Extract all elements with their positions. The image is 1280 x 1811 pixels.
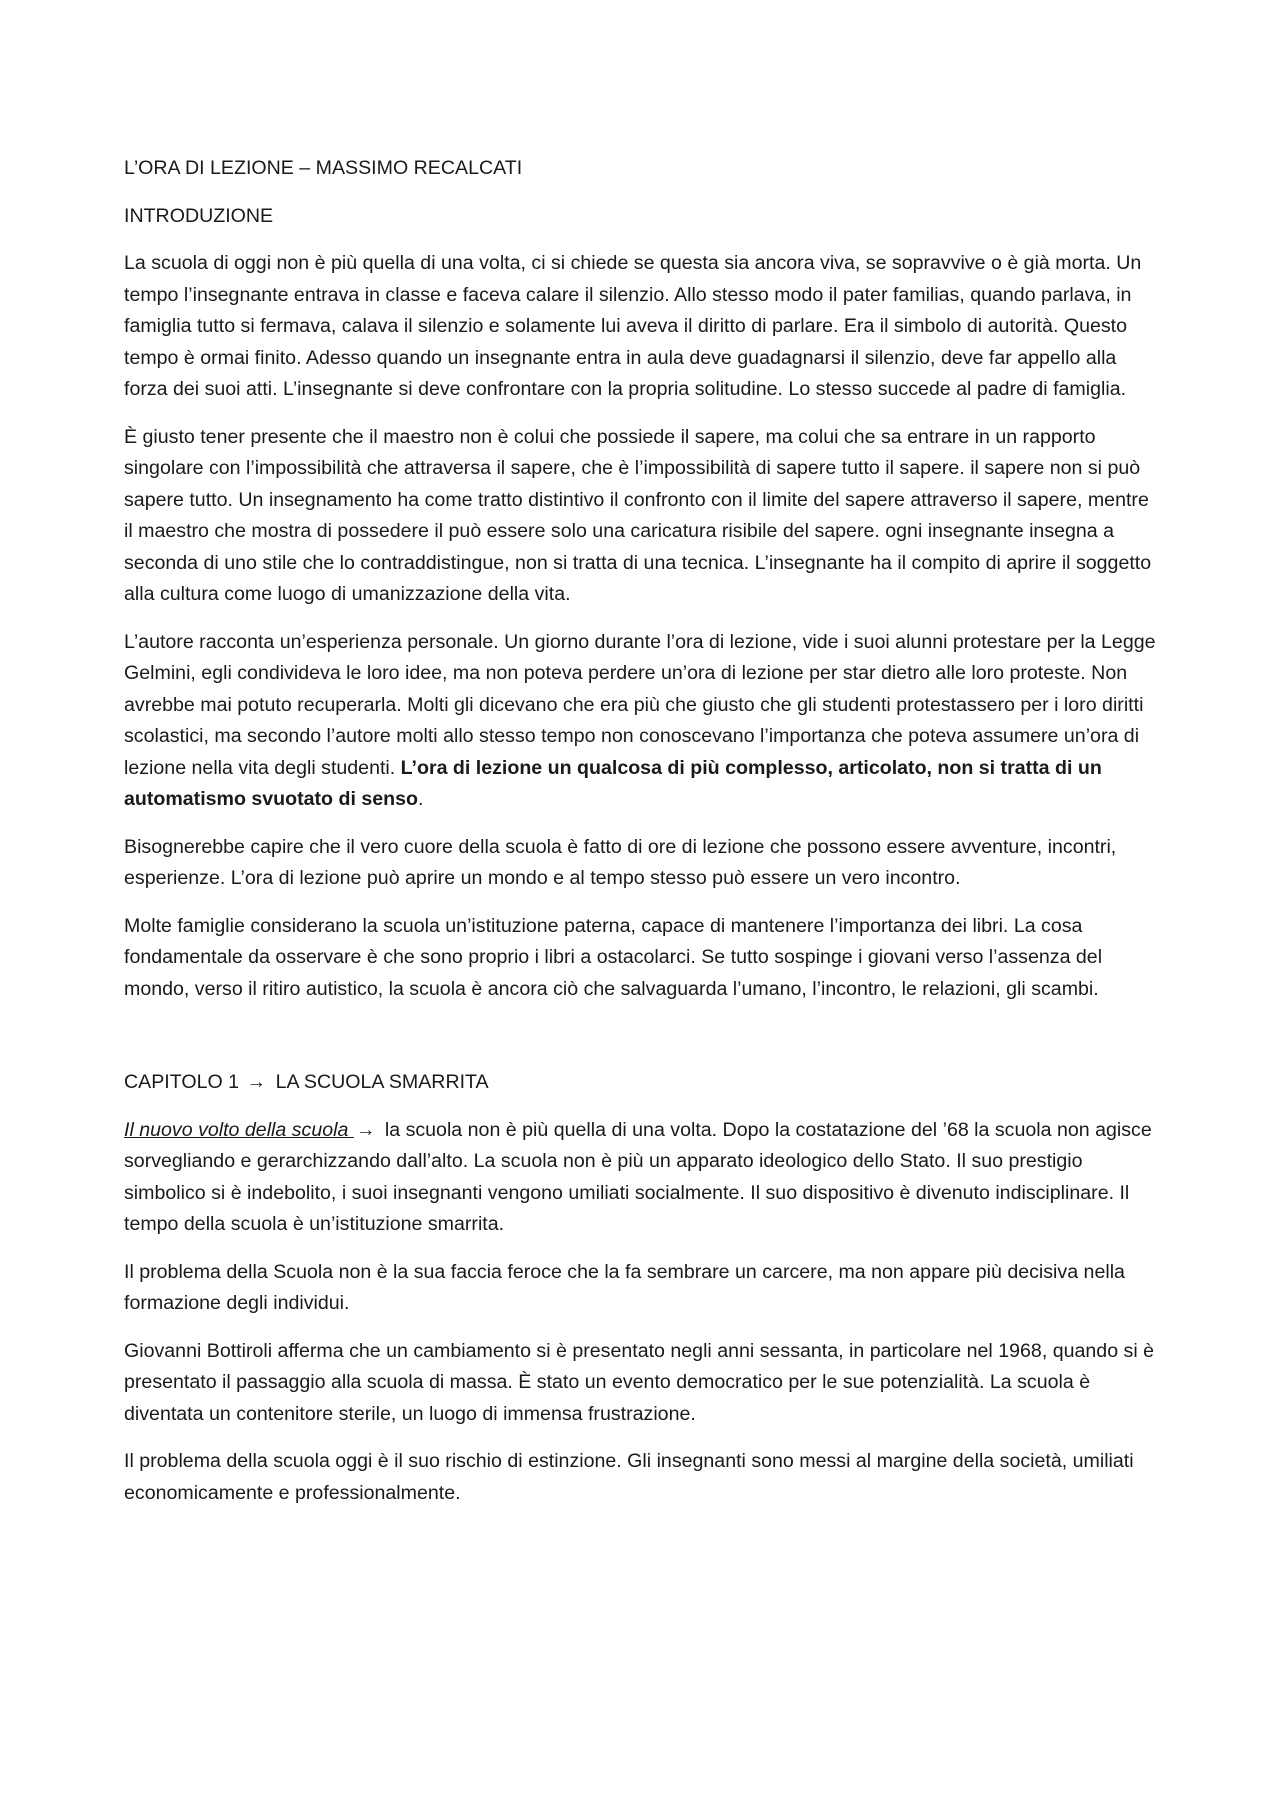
intro-paragraph-3-end: . [417,788,424,810]
chapter-1-paragraph-2: Il problema della Scuola non è la sua faccia feroce che la fa sembrare un carcere, ma non appare più decisiva nella formazione degli individui. [124,1260,1125,1314]
chapter-1-paragraph-1-text: la scuola non è più quella di una volta. Dopo la costatazione del ’68 la scuola non agisce sorvegliando e gerarchizzando dall’alto. La scuola non è più un apparato ideologico dello Stato. Il suo prestigio simbolico si è indebolito, i suoi insegnanti vengono umiliati socialmente. Il suo dispositivo è divenuto indisciplinare. Il tempo della scuola è un’istituzione smarrita. [124,1118,1152,1235]
intro-paragraph-1: La scuola di oggi non è più quella di una volta, ci si chiede se questa sia ancora viva, se sopravvive o è già morta. Un tempo l’insegnante entrava in classe e faceva calare il silenzio. Allo stesso modo il pater familias, quando parlava, in famiglia tutto si fermava, calava il silenzio e solamente lui aveva il diritto di parlare. Era il simbolo di autorità. Questo tempo è ormai finito. Adesso quando un insegnante entra in aula deve guadagnarsi il silenzio, deve far appello alla forza dei suoi atti. L’insegnante si deve confrontare con la propria solitudine. Lo stesso succede al padre di famiglia. [124,252,1142,400]
section-spacer [124,1021,1162,1067]
chapter-1-paragraph-4: Il problema della scuola oggi è il suo rischio di estinzione. Gli insegnanti sono messi al margine della società, umiliati economicamente e professionalmente. [124,1450,1134,1504]
chapter-1-heading [124,1067,1162,1099]
intro-paragraph-5: Molte famiglie considerano la scuola un’istituzione paterna, capace di mantenere l’importanza dei libri. La cosa fondamentale da osservare è che sono proprio i libri a ostacolarci. Se tutto sospinge i giovani verso l’assenza del mondo, verso il ritiro autistico, la scuola è ancora ciò che salvaguarda l’umano, l’incontro, le relazioni, gli scambi. [124,914,1103,1000]
intro-paragraph-3 [124,627,1162,816]
intro-paragraph-4: Bisognerebbe capire che il vero cuore della scuola è fatto di ore di lezione che possono essere avventure, incontri, esperienze. L’ora di lezione può aprire un mondo e al tempo stesso può essere un vero incontro. [124,835,1117,889]
intro-paragraph-3-bold: L’ora di lezione un qualcosa di più complesso, articolato, non si tratta di un automatismo svuotato di senso [124,756,1102,810]
arrow-right-icon: → [355,1118,376,1141]
arrow-right-icon: → [246,1071,267,1093]
chapter-1-heading-prefix: CAPITOLO 1 [124,1071,240,1093]
chapter-1-heading-suffix: LA SCUOLA SMARRITA [275,1071,489,1093]
chapter-1-subtopic-label: Il nuovo volto della scuola [124,1118,354,1141]
intro-heading: INTRODUZIONE [124,204,274,227]
document-title: L’ORA DI LEZIONE – MASSIMO RECALCATI [124,157,523,179]
intro-paragraph-3-text: L’autore racconta un’esperienza personale. Un giorno durante l’ora di lezione, vide i suoi alunni protestare per la Legge Gelmini, egli condivideva le loro idee, ma non poteva perdere un’ora di lezione per star dietro alle loro proteste. Non avrebbe mai potuto recuperarla. Molti gli dicevano che era più che giusto che gli studenti protestassero per i loro diritti scolastici, ma secondo l’autore molti allo stesso tempo non conoscevano l’importanza che poteva assumere un’ora di lezione nella vita degli studenti. [124,630,1156,779]
chapter-1-paragraph-3: Giovanni Bottiroli afferma che un cambiamento si è presentato negli anni sessanta, in particolare nel 1968, quando si è presentato il passaggio alla scuola di massa. È stato un evento democratico per le sue potenzialità. La scuola è diventata un contenitore sterile, un luogo di immensa frustrazione. [124,1339,1155,1425]
chapter-1-paragraph-1 [124,1115,1162,1241]
intro-paragraph-2: È giusto tener presente che il maestro non è colui che possiede il sapere, ma colui che sa entrare in un rapporto singolare con l’impossibilità che attraversa il sapere, che è l’impossibilità di sapere tutto il sapere. il sapere non si può sapere tutto. Un insegnamento ha come tratto distintivo il confronto con il limite del sapere attraverso il sapere, mentre il maestro che mostra di possedere il può essere solo una caricatura risibile del sapere. ogni insegnante insegna a seconda di uno stile che lo contraddistingue, non si tratta di una tecnica. L’insegnante ha il compito di aprire il soggetto alla cultura come luogo di umanizzazione della vita. [124,425,1152,605]
